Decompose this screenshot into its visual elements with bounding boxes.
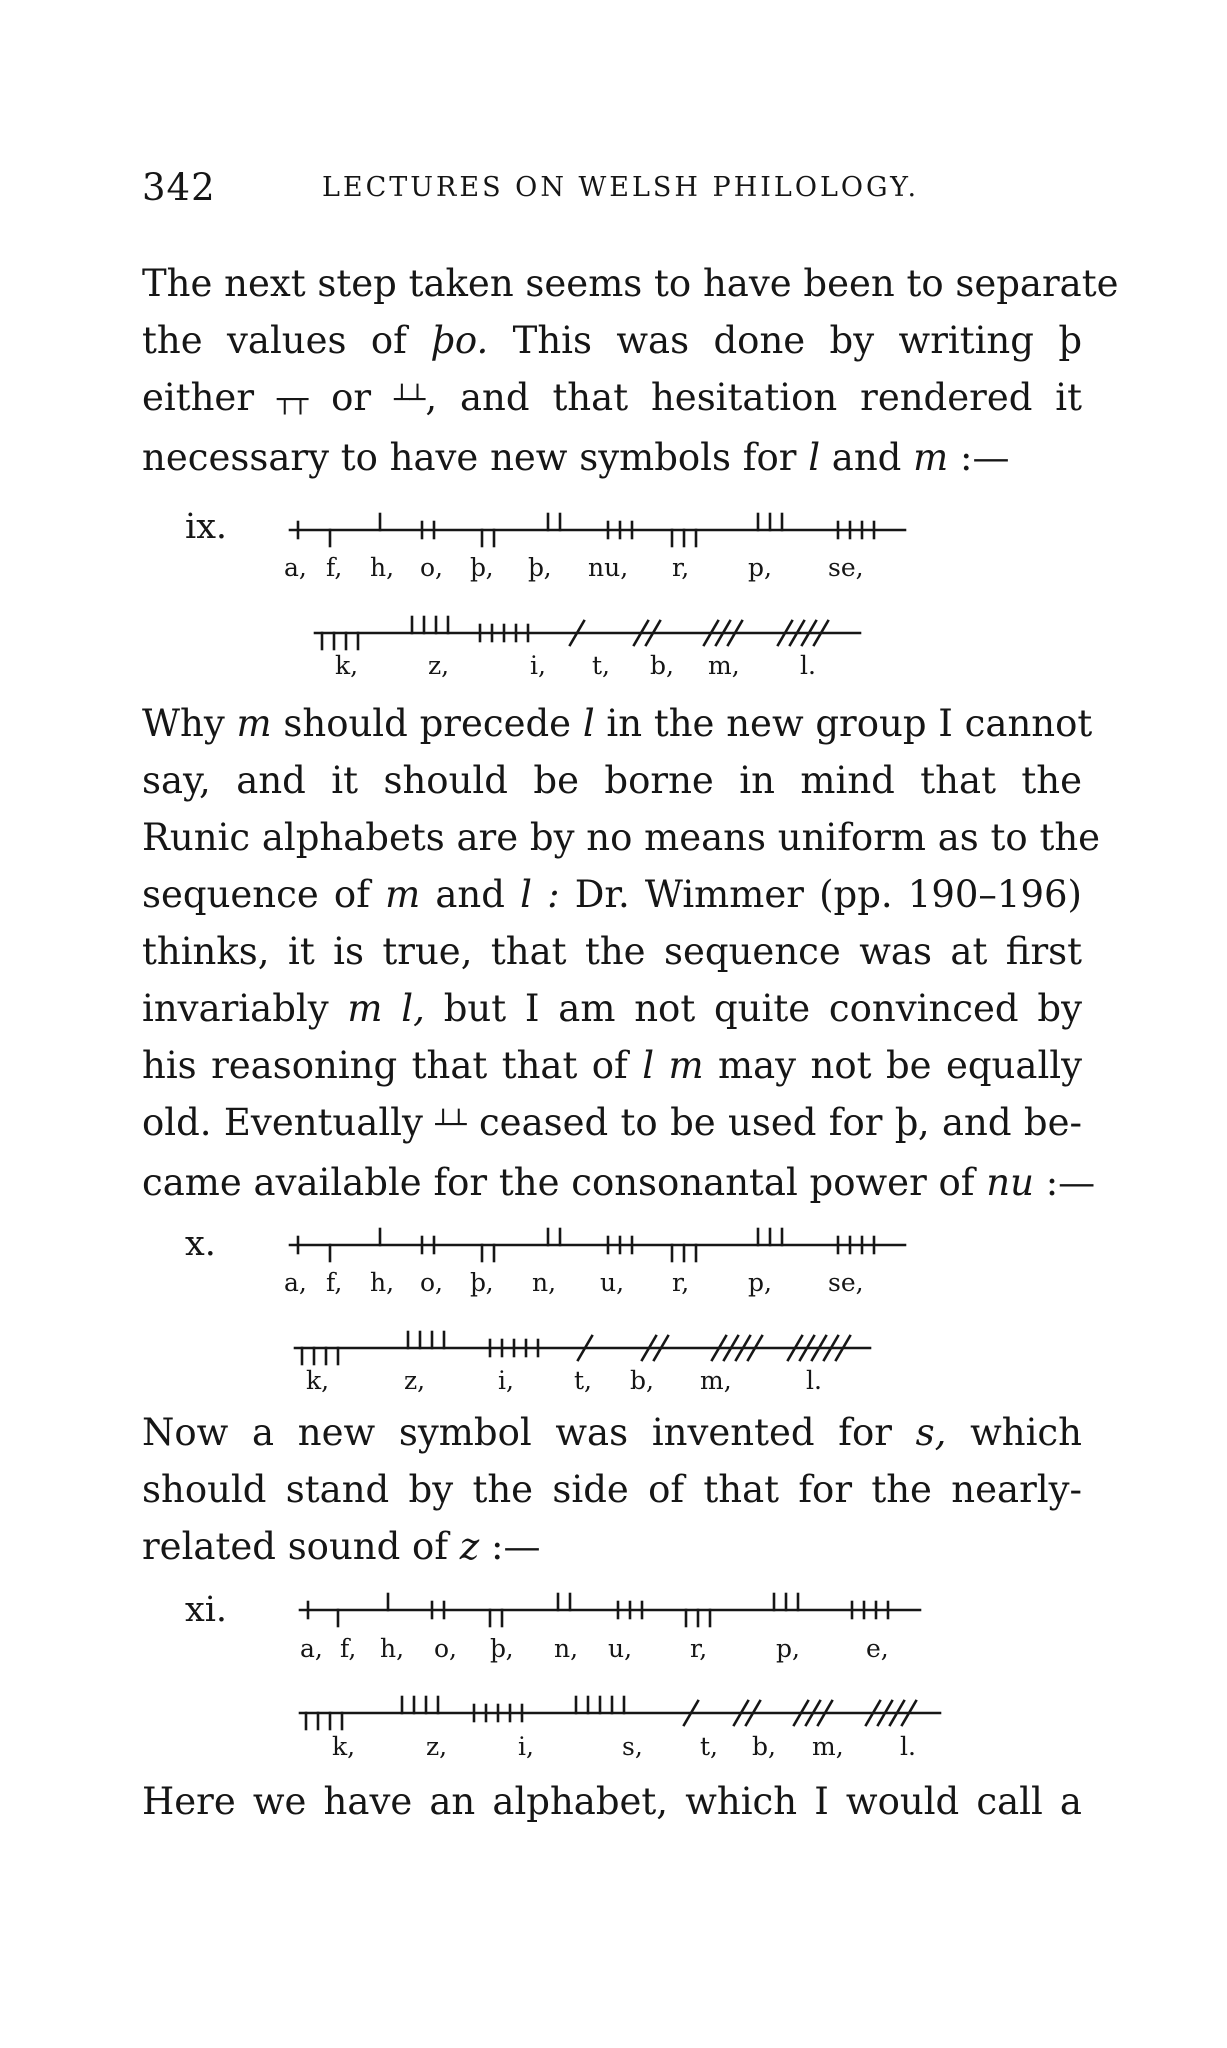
- letter-label: k,: [306, 1366, 330, 1395]
- text-line: either ┬┬ or ┴┴, and that hesitation rendered it: [142, 376, 1083, 419]
- running-title: LECTURES ON WELSH PHILOLOGY.: [322, 172, 920, 203]
- letter-label: p,: [776, 1634, 800, 1663]
- text-line: Why m should precede l in the new group I cannot: [142, 702, 1093, 745]
- text-line: say, and it should be borne in mind that the: [142, 759, 1082, 802]
- letter-label: se,: [828, 553, 864, 582]
- ogham-diagram-xi: [290, 1580, 950, 1750]
- letter-label: o,: [420, 553, 443, 582]
- letter-label: b,: [650, 651, 674, 680]
- letter-label: þ,: [470, 1268, 494, 1297]
- text-line: thinks, it is true, that the sequence was at first: [142, 930, 1082, 973]
- letter-label: z,: [426, 1732, 448, 1761]
- alphabet-numeral: xi.: [185, 1590, 228, 1630]
- text-line: The next step taken seems to have been to separate: [142, 262, 1119, 305]
- letter-label: s,: [622, 1732, 643, 1761]
- letter-label: m,: [700, 1366, 732, 1395]
- letter-label: f,: [340, 1634, 357, 1663]
- letter-label: h,: [370, 553, 395, 582]
- letter-label: l.: [806, 1366, 822, 1395]
- ogham-diagram-x: [280, 1215, 940, 1385]
- ogham-glyph: ┬┬: [276, 385, 309, 415]
- letter-label: p,: [748, 553, 772, 582]
- letter-label: l.: [800, 651, 816, 680]
- letter-label: i,: [518, 1732, 534, 1761]
- letter-label: o,: [434, 1634, 457, 1663]
- letter-label: b,: [630, 1366, 654, 1395]
- text-line: his reasoning that that of l m may not be equally: [142, 1044, 1083, 1087]
- letter-label: u,: [608, 1634, 633, 1663]
- text-line: came available for the consonantal power of nu :—: [142, 1161, 1096, 1204]
- letter-label: n,: [554, 1634, 579, 1663]
- letter-label: f,: [326, 553, 343, 582]
- text-line: invariably m l, but I am not quite convinced by: [142, 987, 1082, 1030]
- text-line: necessary to have new symbols for l and m :—: [142, 436, 1010, 479]
- ogham-glyph: ┴┴: [435, 1110, 467, 1140]
- letter-label: f,: [326, 1268, 343, 1297]
- letter-label: a,: [284, 553, 307, 582]
- text-line: old. Eventually ┴┴ ceased to be used for þ, and be-: [142, 1101, 1083, 1144]
- paragraph-3: [142, 1404, 1082, 1575]
- letter-label: k,: [332, 1732, 356, 1761]
- letter-label: se,: [828, 1268, 864, 1297]
- letter-label: z,: [404, 1366, 426, 1395]
- letter-label: þ,: [528, 553, 552, 582]
- letter-label: h,: [380, 1634, 405, 1663]
- text-line: should stand by the side of that for the nearly-: [142, 1468, 1082, 1511]
- letter-label: t,: [700, 1732, 718, 1761]
- letter-label: b,: [752, 1732, 776, 1761]
- page-number: 342: [142, 166, 216, 209]
- letter-label: a,: [300, 1634, 323, 1663]
- letter-label: l.: [900, 1732, 916, 1761]
- ogham-diagram-ix: [280, 500, 940, 670]
- paragraph-2: [142, 695, 1101, 1211]
- letter-label: r,: [672, 1268, 690, 1297]
- ogham-glyph: ┴┴: [394, 385, 426, 415]
- letter-label: a,: [284, 1268, 307, 1297]
- text-line: Runic alphabets are by no means uniform as to the: [142, 816, 1101, 859]
- alphabet-numeral: x.: [185, 1224, 216, 1264]
- letter-label: m,: [708, 651, 740, 680]
- text-line: the values of þo. This was done by writing þ: [142, 319, 1082, 362]
- paragraph-4: [142, 1773, 1082, 1830]
- letter-label: e,: [866, 1634, 889, 1663]
- letter-label: nu,: [588, 553, 629, 582]
- letter-label: m,: [812, 1732, 844, 1761]
- letter-label: t,: [592, 651, 610, 680]
- letter-label: z,: [428, 651, 450, 680]
- letter-label: u,: [600, 1268, 625, 1297]
- letter-label: k,: [335, 651, 359, 680]
- letter-label: r,: [690, 1634, 708, 1663]
- letter-label: þ,: [470, 553, 494, 582]
- paragraph-1: [142, 255, 1119, 486]
- alphabet-numeral: ix.: [185, 507, 228, 547]
- letter-label: r,: [672, 553, 690, 582]
- letter-label: t,: [574, 1366, 592, 1395]
- text-line: related sound of z :—: [142, 1525, 541, 1568]
- text-line: Now a new symbol was invented for s, which: [142, 1411, 1082, 1454]
- text-line: Here we have an alphabet, which I would call a: [142, 1780, 1082, 1823]
- letter-label: þ,: [490, 1634, 514, 1663]
- letter-label: i,: [530, 651, 546, 680]
- letter-label: p,: [748, 1268, 772, 1297]
- letter-label: i,: [498, 1366, 514, 1395]
- letter-label: o,: [420, 1268, 443, 1297]
- letter-label: h,: [370, 1268, 395, 1297]
- letter-label: n,: [532, 1268, 557, 1297]
- text-line: sequence of m and l : Dr. Wimmer (pp. 190–196): [142, 873, 1082, 916]
